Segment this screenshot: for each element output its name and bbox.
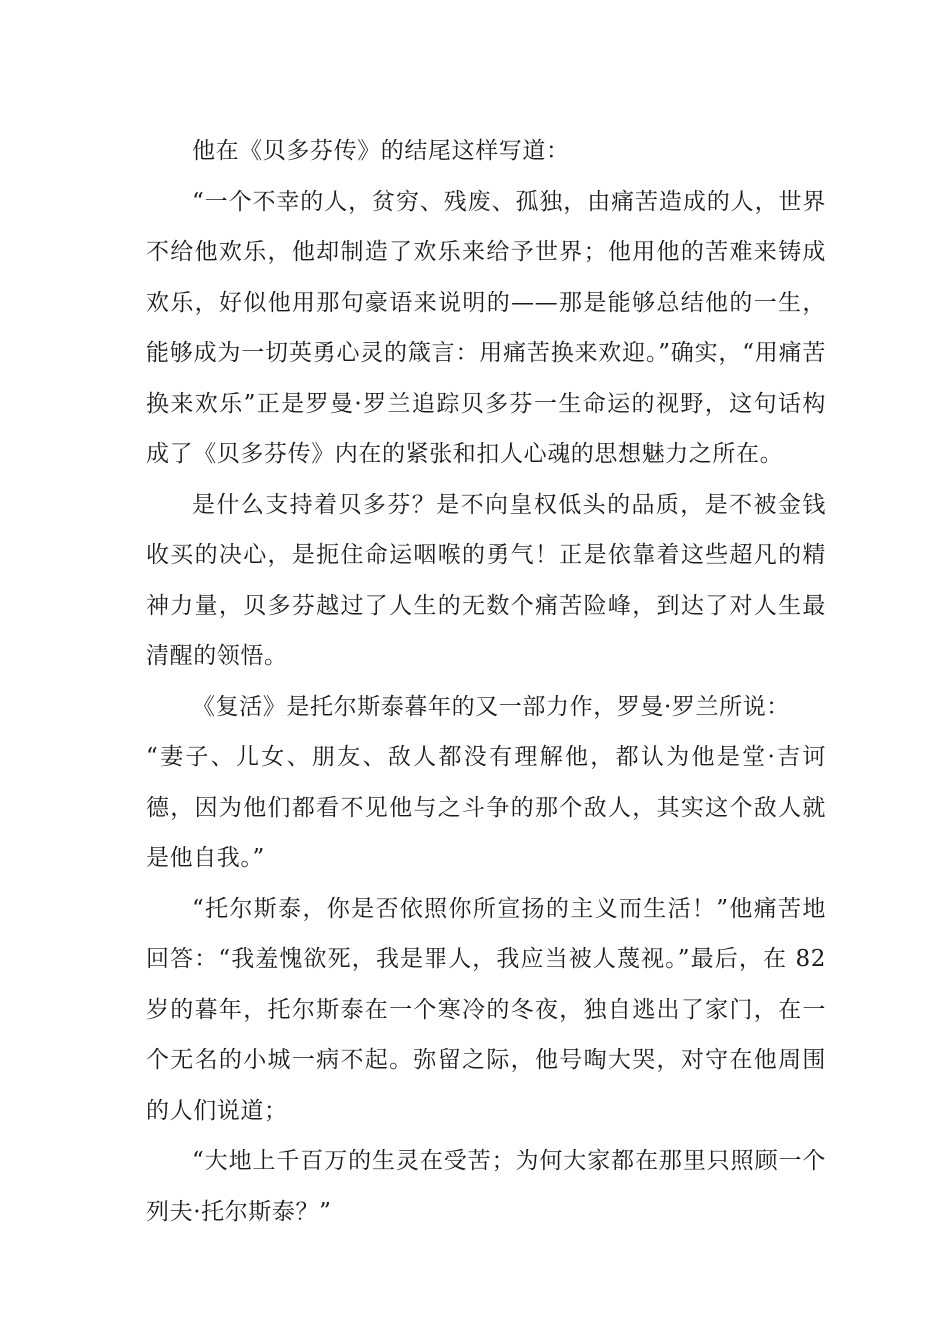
paragraph-tolstoy-last-words: “大地上千百万的生灵在受苦；为何大家都在那里只照顾一个列夫·托尔斯泰？” — [146, 1148, 826, 1225]
paragraph-beethoven-support: 是什么支持着贝多芬？是不向皇权低头的品质，是不被金钱收买的决心，是扼住命运咽喉的勇气！正是依靠着这些超凡的精神力量，贝多芬越过了人生的无数个痛苦险峰，到达了对人生最清醒的领悟。 — [146, 491, 826, 669]
document-body — [146, 126, 826, 1237]
paragraph-resurrection: 《复活》是托尔斯泰暮年的又一部力作，罗曼·罗兰所说： — [192, 693, 790, 720]
paragraph-rolland-quote: “妻子、儿女、朋友、敌人都没有理解他，都认为他是堂·吉诃德，因为他们都看不见他与之斗争的那个敌人，其实这个敌人就是他自我。” — [146, 744, 826, 871]
paragraph-tolstoy-answer: “托尔斯泰，你是否依照你所宣扬的主义而生活！”他痛苦地回答：“我羞愧欲死，我是罪人，我应当被人蔑视。”最后，在 82 岁的暮年，托尔斯泰在一个寒冷的冬夜，独自逃出了家门，在一个无名的小城一病不起。弥留之际，他号啕大哭，对守在他周围的人们说道； — [146, 895, 826, 1124]
paragraph-intro: 他在《贝多芬传》的结尾这样写道： — [192, 138, 570, 164]
paragraph-beethoven-quote: “一个不幸的人，贫穷、残废、孤独，由痛苦造成的人，世界不给他欢乐，他却制造了欢乐来给予世界；他用他的苦难来铸成欢乐，好似他用那句豪语来说明的——那是能够总结他的一生，能够成为一切英勇心灵的箴言：用痛苦换来欢迎。”确实，“用痛苦换来欢乐”正是罗曼·罗兰追踪贝多芬一生命运的视野，这句话构成了《贝多芬传》内在的紧张和扣人心魂的思想魅力之所在。 — [146, 188, 826, 467]
